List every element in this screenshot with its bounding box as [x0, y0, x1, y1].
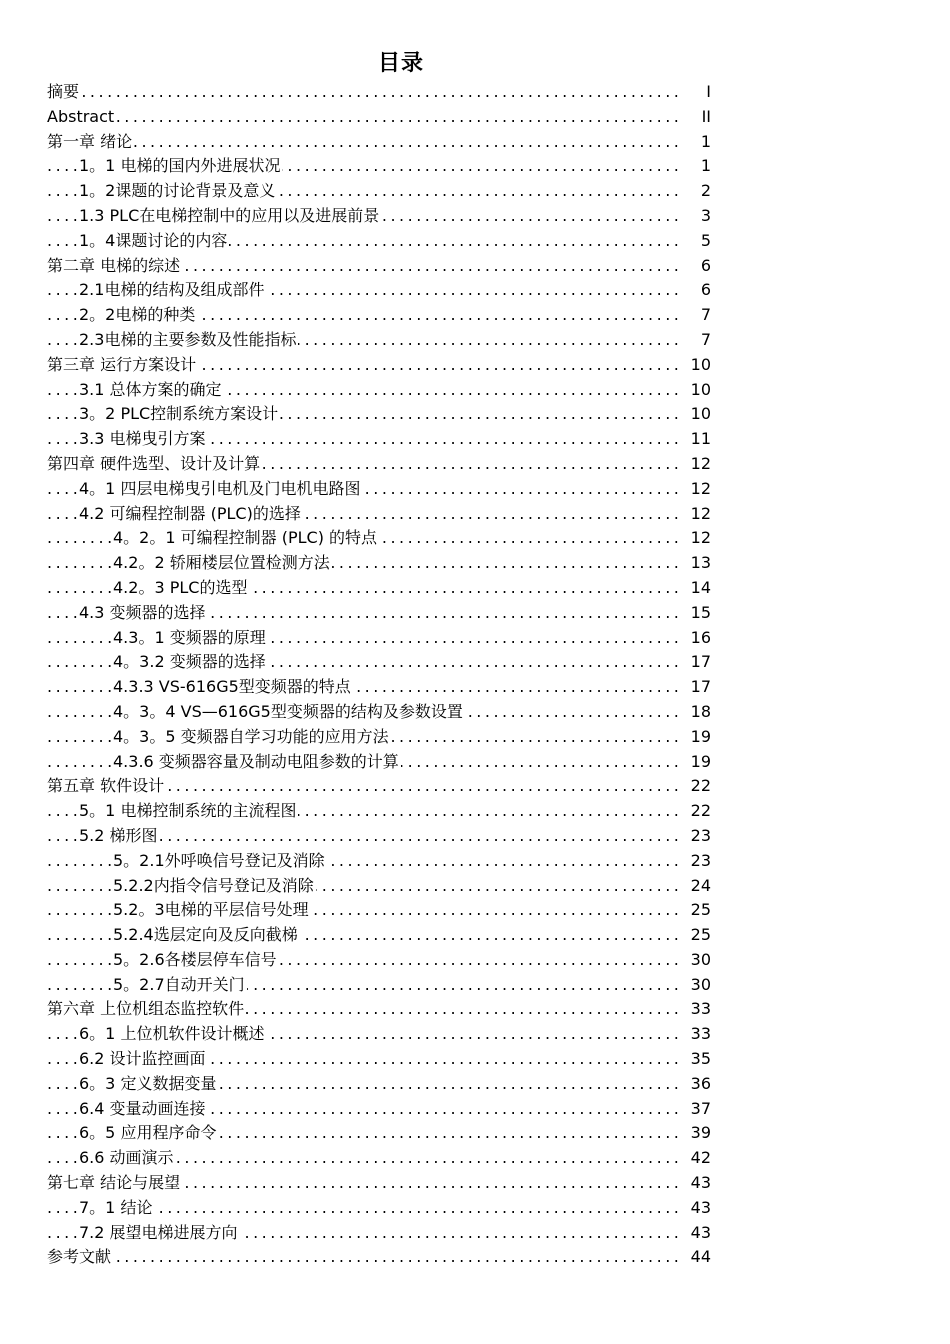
toc-entry[interactable]: [47, 278, 711, 303]
toc-entry-page: 18: [689, 700, 711, 725]
toc-entry-page: 5: [699, 229, 711, 254]
toc-entry[interactable]: [47, 1221, 711, 1246]
toc-entry-label: 1。2课题的讨论背景及意义: [79, 181, 276, 201]
toc-entry-page: 24: [689, 874, 711, 899]
table-of-contents: [47, 80, 711, 1270]
toc-entry-page: 35: [689, 1047, 711, 1072]
toc-entry-page: 14: [689, 576, 711, 601]
toc-entry-page: 10: [689, 378, 711, 403]
toc-entry[interactable]: [47, 328, 711, 353]
toc-entry-page: 6: [699, 278, 711, 303]
toc-entry[interactable]: [47, 353, 711, 378]
toc-entry-label: 5。2.6各楼层停车信号: [113, 949, 277, 969]
toc-entry-page: 3: [699, 204, 711, 229]
toc-entry-label: 7。1 结论: [79, 1197, 153, 1217]
toc-entry-label: 第一章 绪论: [47, 131, 133, 151]
toc-entry-page: 23: [689, 824, 711, 849]
toc-entry-label: 1.3 PLC在电梯控制中的应用以及进展前景: [79, 205, 380, 225]
toc-entry-page: 17: [689, 650, 711, 675]
dot-leader: [47, 105, 683, 130]
toc-entry-page: 30: [689, 973, 711, 998]
toc-entry-page: 36: [689, 1072, 711, 1097]
toc-entry[interactable]: [47, 725, 711, 750]
toc-entry[interactable]: [47, 997, 711, 1022]
toc-entry[interactable]: [47, 948, 711, 973]
toc-entry-label: 5。1 电梯控制系统的主流程图: [79, 801, 297, 821]
toc-entry[interactable]: [47, 229, 711, 254]
toc-entry-page: 12: [689, 526, 711, 551]
toc-entry-label: 4.2。2 轿厢楼层位置检测方法: [113, 553, 330, 573]
toc-entry-label: 1。4课题讨论的内容: [79, 230, 228, 250]
toc-entry[interactable]: [47, 923, 711, 948]
toc-entry-label: 4。3。4 VS—616G5型变频器的结构及参数设置: [113, 701, 463, 721]
toc-entry-label: 4。3.2 变频器的选择: [113, 652, 266, 672]
toc-entry[interactable]: [47, 824, 711, 849]
toc-entry-label: 第三章 运行方案设计: [47, 354, 197, 374]
toc-entry-page: 25: [689, 923, 711, 948]
toc-entry-page: 7: [699, 303, 711, 328]
toc-entry[interactable]: [47, 1146, 711, 1171]
toc-entry-label: 第二章 电梯的综述: [47, 255, 181, 275]
toc-entry[interactable]: [47, 874, 711, 899]
toc-entry-page: 30: [689, 948, 711, 973]
toc-entry[interactable]: [47, 1171, 711, 1196]
toc-entry-page: I: [704, 80, 711, 105]
toc-entry-label: 5。2.7自动开关门: [113, 974, 245, 994]
toc-entry-page: 25: [689, 898, 711, 923]
toc-entry[interactable]: [47, 452, 711, 477]
toc-entry-page: 7: [699, 328, 711, 353]
toc-entry-page: 22: [689, 774, 711, 799]
toc-entry[interactable]: [47, 750, 711, 775]
toc-entry-label: 6.6 动画演示: [79, 1148, 174, 1168]
toc-entry-page: 43: [689, 1171, 711, 1196]
toc-entry[interactable]: [47, 179, 711, 204]
toc-entry-page: 16: [689, 626, 711, 651]
toc-entry-label: 4.2。3 PLC的选型: [113, 577, 248, 597]
toc-entry-label: 4.3 变频器的选择: [79, 602, 206, 622]
toc-entry-page: 13: [689, 551, 711, 576]
toc-entry[interactable]: [47, 154, 711, 179]
toc-entry[interactable]: [47, 973, 711, 998]
toc-entry[interactable]: [47, 378, 711, 403]
toc-entry-label: 5。2.1外呼唤信号登记及消除: [113, 850, 325, 870]
toc-entry-label: 6.4 变量动画连接: [79, 1098, 206, 1118]
dot-leader: [47, 80, 683, 105]
toc-entry-label: 5.2 梯形图: [79, 825, 158, 845]
toc-entry[interactable]: [47, 626, 711, 651]
toc-entry-label: 第七章 结论与展望: [47, 1173, 181, 1193]
toc-entry-label: 4。1 四层电梯曳引电机及门电机电路图: [79, 478, 361, 498]
toc-entry[interactable]: [47, 1072, 711, 1097]
toc-entry-page: 12: [689, 477, 711, 502]
toc-entry-label: 6。3 定义数据变量: [79, 1073, 217, 1093]
toc-entry-label: 2.3电梯的主要参数及性能指标: [79, 329, 297, 349]
toc-entry[interactable]: [47, 402, 711, 427]
toc-entry-page: 11: [689, 427, 711, 452]
toc-entry-page: 1: [699, 130, 711, 155]
toc-entry-page: 12: [689, 452, 711, 477]
toc-entry-label: 第四章 硬件选型、设计及计算: [47, 453, 261, 473]
toc-entry-page: 10: [689, 402, 711, 427]
toc-entry[interactable]: [47, 1196, 711, 1221]
toc-entry[interactable]: [47, 700, 711, 725]
toc-entry-page: 1: [699, 154, 711, 179]
toc-entry-page: 10: [689, 353, 711, 378]
toc-entry[interactable]: [47, 303, 711, 328]
toc-entry[interactable]: [47, 849, 711, 874]
toc-entry[interactable]: [47, 254, 711, 279]
toc-entry-page: 44: [689, 1245, 711, 1270]
toc-entry-label: 6.2 设计监控画面: [79, 1049, 206, 1069]
toc-entry-label: 2。2电梯的种类: [79, 305, 196, 325]
dot-leader: [47, 130, 683, 155]
toc-entry-page: 42: [689, 1146, 711, 1171]
toc-entry-page: 6: [699, 254, 711, 279]
toc-entry-label: 4.2 可编程控制器 (PLC)的选择: [79, 503, 301, 523]
toc-entry-page: 39: [689, 1121, 711, 1146]
toc-entry[interactable]: [47, 576, 711, 601]
toc-entry-label: 3.1 总体方案的确定: [79, 379, 222, 399]
toc-entry[interactable]: [47, 675, 711, 700]
toc-entry-page: 23: [689, 849, 711, 874]
toc-entry-label: 4。3。5 变频器自学习功能的应用方法: [113, 726, 389, 746]
toc-entry[interactable]: [47, 1047, 711, 1072]
toc-entry-page: 33: [689, 1022, 711, 1047]
toc-entry[interactable]: [47, 526, 711, 551]
toc-entry-label: 6。1 上位机软件设计概述: [79, 1024, 265, 1044]
toc-entry-page: 22: [689, 799, 711, 824]
toc-entry[interactable]: [47, 105, 711, 130]
toc-entry[interactable]: [47, 1022, 711, 1047]
toc-entry-page: 19: [689, 750, 711, 775]
toc-entry-label: 参考文献: [47, 1247, 112, 1267]
toc-entry-label: 5.2.2内指令信号登记及消除: [113, 875, 314, 895]
toc-entry-label: 4。2。1 可编程控制器 (PLC) 的特点: [113, 528, 378, 548]
dot-leader: [47, 1245, 683, 1270]
toc-entry[interactable]: [47, 601, 711, 626]
toc-entry-label: 4.3。1 变频器的原理: [113, 627, 266, 647]
toc-entry[interactable]: [47, 551, 711, 576]
toc-entry[interactable]: [47, 130, 711, 155]
toc-entry[interactable]: [47, 799, 711, 824]
toc-entry-label: 4.3.3 VS-616G5型变频器的特点: [113, 677, 351, 697]
toc-entry[interactable]: [47, 427, 711, 452]
toc-entry[interactable]: [47, 204, 711, 229]
toc-entry-page: 12: [689, 502, 711, 527]
toc-entry-label: 第五章 软件设计: [47, 776, 165, 796]
toc-entry-page: 43: [689, 1196, 711, 1221]
toc-entry-label: 5.2。3电梯的平层信号处理: [113, 900, 309, 920]
toc-entry[interactable]: [47, 774, 711, 799]
toc-entry-label: 3。2 PLC控制系统方案设计: [79, 404, 279, 424]
toc-entry-label: 7.2 展望电梯进展方向: [79, 1222, 238, 1242]
toc-entry-page: 43: [689, 1221, 711, 1246]
toc-entry[interactable]: [47, 1097, 711, 1122]
toc-entry[interactable]: [47, 1121, 711, 1146]
toc-entry-page: 19: [689, 725, 711, 750]
toc-entry-label: 6。5 应用程序命令: [79, 1123, 217, 1143]
toc-entry[interactable]: [47, 477, 711, 502]
toc-entry-label: 1。1 电梯的国内外进展状况: [79, 156, 281, 176]
toc-entry-label: 摘要: [47, 82, 80, 101]
toc-entry[interactable]: [47, 502, 711, 527]
toc-entry-label: Abstract: [47, 106, 115, 126]
toc-entry[interactable]: [47, 898, 711, 923]
page-title: 目录: [377, 51, 424, 76]
toc-entry-label: 3.3 电梯曳引方案: [79, 429, 206, 449]
toc-entry[interactable]: [47, 80, 711, 105]
toc-entry-page: 37: [689, 1097, 711, 1122]
toc-entry-label: 5.2.4选层定向及反向截梯: [113, 925, 298, 945]
toc-entry-label: 2.1电梯的结构及组成部件: [79, 280, 265, 300]
toc-entry-label: 第六章 上位机组态监控软件: [47, 999, 245, 1019]
toc-entry[interactable]: [47, 1245, 711, 1270]
toc-entry-page: 15: [689, 601, 711, 626]
toc-entry-page: 17: [689, 675, 711, 700]
toc-entry-label: 4.3.6 变频器容量及制动电阻参数的计算: [113, 751, 399, 771]
toc-entry-page: 33: [689, 997, 711, 1022]
toc-entry-page: II: [700, 105, 711, 130]
toc-entry[interactable]: [47, 650, 711, 675]
toc-entry-page: 2: [699, 179, 711, 204]
